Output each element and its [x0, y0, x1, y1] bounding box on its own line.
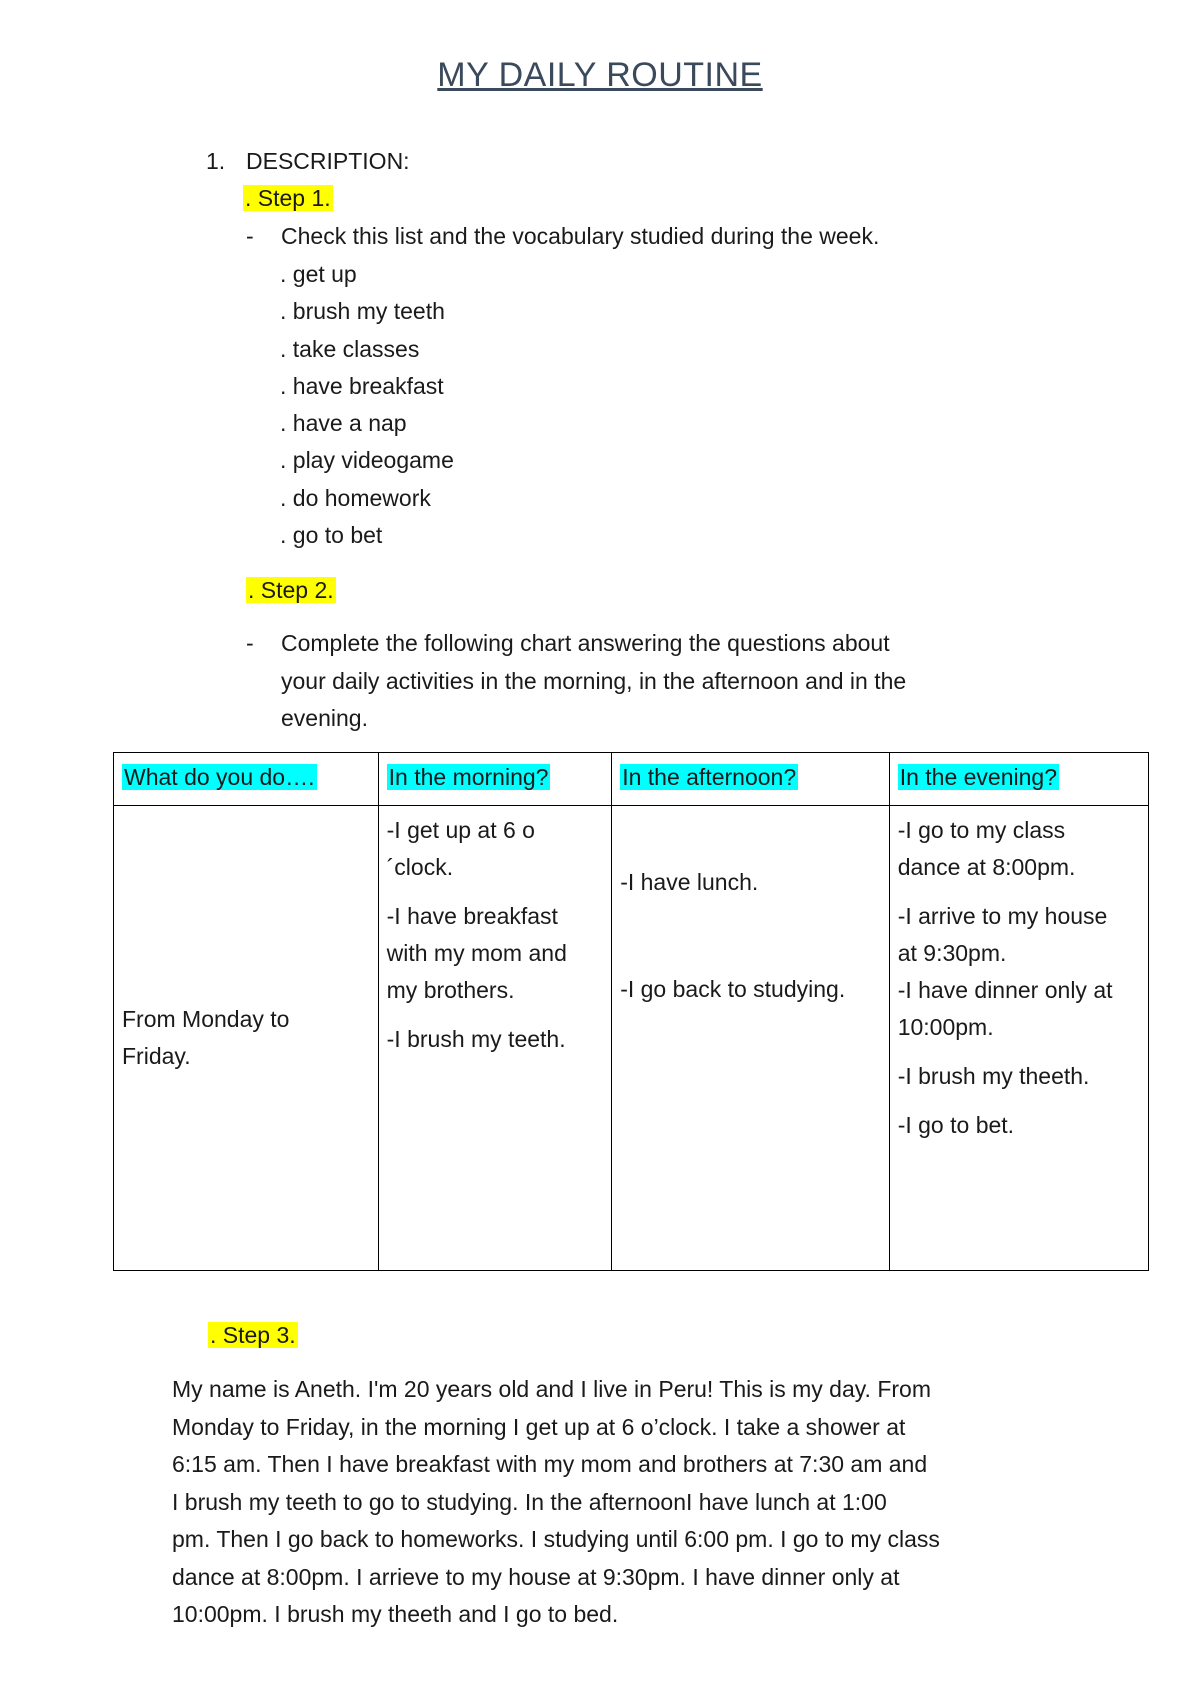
step-2-label: . Step 2. [248, 577, 334, 603]
step-3-label: . Step 3. [210, 1322, 296, 1348]
step-1-heading [243, 185, 333, 212]
table-header-cell [889, 753, 1148, 806]
paragraph-line: I brush my teeth to go to studying. In the afternoonI have lunch at 1:00 [172, 1488, 887, 1515]
row-label-line: Friday. [122, 1043, 191, 1069]
morning-activity: -I have breakfast with my mom and my brothers. [386, 903, 567, 1003]
vocabulary-item: . have breakfast [280, 372, 444, 399]
vocabulary-item: . brush my teeth [280, 298, 445, 325]
vocabulary-item: . get up [280, 261, 357, 287]
paragraph-line: Monday to Friday, in the morning I get up at 6 o’clock. I take a shower at [172, 1413, 906, 1440]
table-header-cell [378, 753, 612, 806]
section-number: 1. [206, 148, 226, 174]
table-header-cell [114, 753, 379, 806]
evening-activity: -I go to my class dance at 8:00pm. [897, 817, 1076, 880]
step-2-instruction-line: your daily activities in the morning, in the afternoon and in the [281, 667, 907, 694]
vocabulary-item: . go to bet [280, 522, 383, 549]
dash-bullet: - [246, 630, 254, 656]
evening-activity: -I go to bet. [897, 1112, 1015, 1138]
step-2-heading [246, 577, 336, 604]
routine-paragraph [172, 1371, 1072, 1634]
paragraph-line: My name is Aneth. I'm 20 years old and I live in Peru! This is my day. From [172, 1376, 931, 1402]
header-morning: In the morning? [388, 764, 549, 790]
step-2-instruction-line: evening. [281, 705, 368, 731]
table-header-row [114, 753, 1149, 806]
header-evening: In the evening? [899, 764, 1057, 790]
routine-table [113, 752, 1149, 1271]
step-2-instruction-line: Complete the following chart answering the questions about [281, 630, 890, 656]
morning-cell [378, 806, 612, 1271]
vocabulary-item: . have a nap [280, 410, 407, 437]
step-1-label: . Step 1. [245, 185, 331, 211]
dash-bullet: - [246, 223, 254, 249]
evening-activity: -I arrive to my house at 9:30pm. -I have dinner only at 10:00pm. [897, 903, 1113, 1040]
vocabulary-item: . play videogame [280, 447, 454, 474]
vocabulary-item: . take classes [280, 335, 420, 362]
paragraph-line: pm. Then I go back to homeworks. I studying until 6:00 pm. I go to my class [172, 1526, 940, 1552]
afternoon-cell [612, 806, 890, 1271]
paragraph-line: dance at 8:00pm. I arrieve to my house at 9:30pm. I have dinner only at [172, 1563, 900, 1590]
morning-activity: -I brush my teeth. [386, 1026, 566, 1052]
afternoon-activity: -I go back to studying. [620, 976, 846, 1002]
section-label: DESCRIPTION: [246, 148, 410, 174]
step-1-instruction-text: Check this list and the vocabulary studied during the week. [281, 223, 880, 249]
page-title: MY DAILY ROUTINE [437, 56, 763, 94]
vocabulary-list [280, 256, 454, 554]
evening-activity: -I brush my theeth. [897, 1063, 1090, 1089]
paragraph-line: 10:00pm. I brush my theeth and I go to bed. [172, 1601, 619, 1627]
step-2-instruction [246, 625, 906, 738]
table-header-cell [612, 753, 890, 806]
step-3-heading [208, 1322, 298, 1349]
morning-activity: -I get up at 6 o ´clock. [386, 817, 535, 880]
table-row [114, 806, 1149, 1271]
header-what-do-you-do: What do you do…. [124, 764, 315, 790]
section-heading [206, 148, 410, 175]
row-label-cell [114, 806, 379, 1271]
header-afternoon: In the afternoon? [622, 764, 797, 790]
paragraph-line: 6:15 am. Then I have breakfast with my mom and brothers at 7:30 am and [172, 1451, 928, 1477]
afternoon-activity: -I have lunch. [620, 869, 759, 895]
step-1-instruction [246, 218, 879, 256]
row-label-line: From Monday to [122, 1006, 290, 1032]
vocabulary-item: . do homework [280, 484, 431, 511]
evening-cell [889, 806, 1148, 1271]
